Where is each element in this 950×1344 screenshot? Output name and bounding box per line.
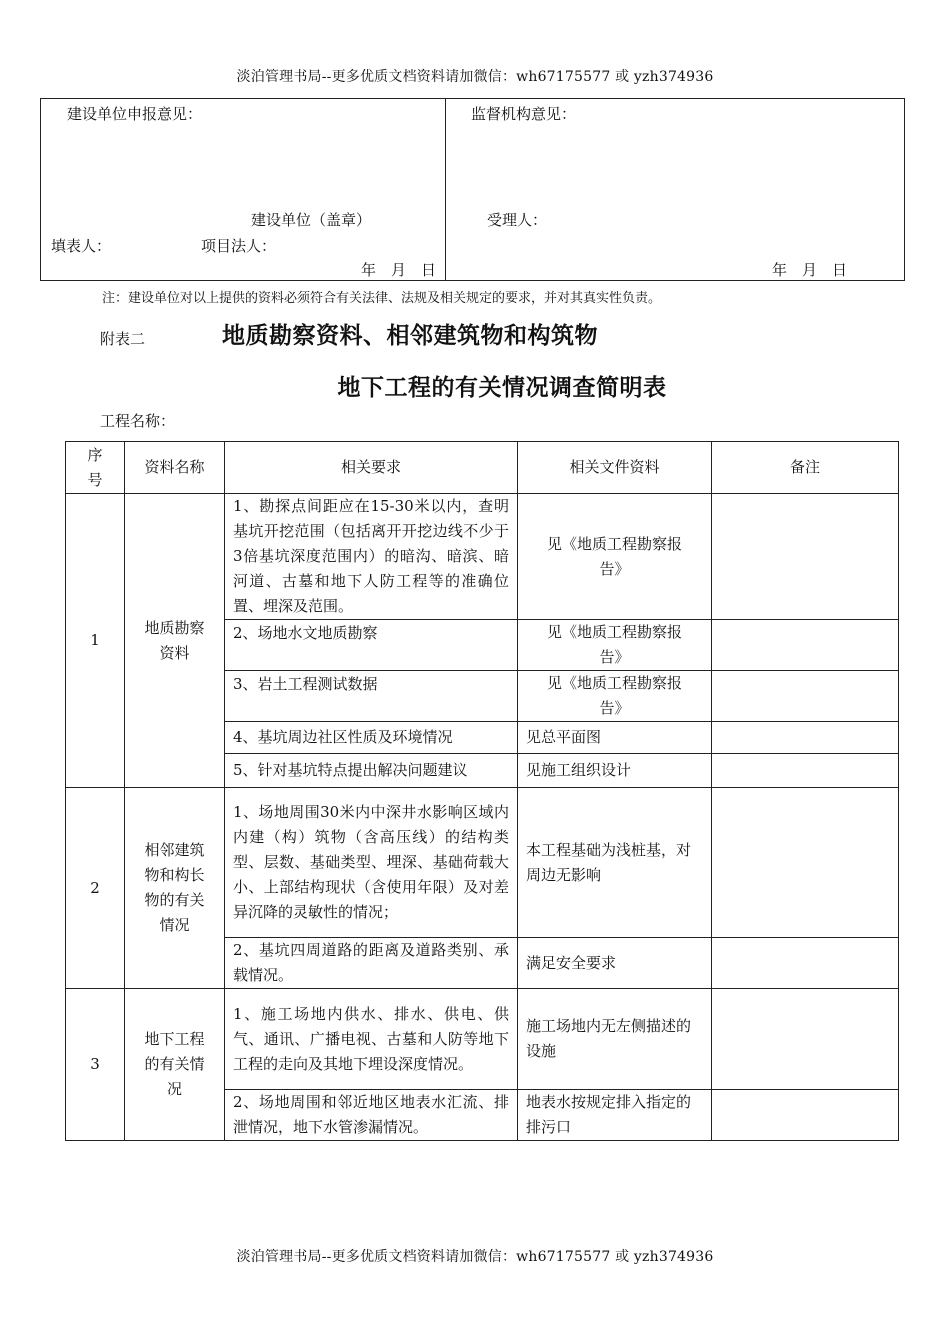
developer-seal-label: 建设单位（盖章） xyxy=(251,211,372,229)
header-requirements: 相关要求 xyxy=(225,442,518,494)
table-title-line2: 地下工程的有关情况调查简明表 xyxy=(337,375,667,401)
group-material-name: 地质勘察资料 xyxy=(125,494,225,788)
opinion-box xyxy=(40,98,905,281)
document-cell: 本工程基础为浅桩基，对周边无影响 xyxy=(518,788,712,938)
document-cell: 见《地质工程勘察报告》 xyxy=(518,494,712,620)
table-title-line1: 地质勘察资料、相邻建筑物和构筑物 xyxy=(222,323,598,349)
requirement-cell: 2、场地水文地质勘察 xyxy=(225,620,518,671)
remark-cell xyxy=(712,494,899,620)
header-documents: 相关文件资料 xyxy=(518,442,712,494)
opinion-divider xyxy=(445,99,446,280)
filler-label: 填表人： xyxy=(51,237,112,255)
header-serial-no: 序号 xyxy=(66,442,125,494)
project-name-label: 工程名称： xyxy=(100,412,176,430)
document-cell: 见施工组织设计 xyxy=(518,754,712,788)
document-cell: 施工场地内无左侧描述的设施 xyxy=(518,989,712,1090)
remark-cell xyxy=(712,788,899,938)
group-material-name: 相邻建筑物和构长物的有关情况 xyxy=(125,788,225,989)
remark-cell xyxy=(712,989,899,1090)
table-header-row xyxy=(66,442,899,494)
supervisor-opinion-title: 监督机构意见： xyxy=(471,105,577,123)
requirement-cell: 1、施工场地内供水、排水、供电、供气、通讯、广播电视、古墓和人防等地下工程的走向及其地下埋设深度情况。 xyxy=(225,989,518,1090)
survey-table xyxy=(65,441,899,1141)
table-row xyxy=(66,989,899,1090)
group-material-name: 地下工程的有关情况 xyxy=(125,989,225,1141)
page-footer-text: 淡泊管理书局--更多优质文档资料请加微信：wh67175577 或 yzh374936 xyxy=(236,1249,714,1265)
developer-date-label: 年 月 日 xyxy=(361,261,437,279)
group-serial-no: 2 xyxy=(66,788,125,989)
header-material-name: 资料名称 xyxy=(125,442,225,494)
remark-cell xyxy=(712,722,899,754)
document-cell: 见《地质工程勘察报告》 xyxy=(518,620,712,671)
group-serial-no: 1 xyxy=(66,494,125,788)
header-remarks: 备注 xyxy=(712,442,899,494)
requirement-cell: 2、场地周围和邻近地区地表水汇流、排泄情况，地下水管渗漏情况。 xyxy=(225,1090,518,1141)
disclaimer-note: 注：建设单位对以上提供的资料必须符合有关法律、法规及相关规定的要求，并对其真实性负责。 xyxy=(102,291,662,306)
document-cell: 见总平面图 xyxy=(518,722,712,754)
remark-cell xyxy=(712,754,899,788)
requirement-cell: 5、针对基坑特点提出解决问题建议 xyxy=(225,754,518,788)
receiver-label: 受理人： xyxy=(487,211,548,229)
remark-cell xyxy=(712,938,899,989)
remark-cell xyxy=(712,671,899,722)
requirement-cell: 3、岩土工程测试数据 xyxy=(225,671,518,722)
requirement-cell: 2、基坑四周道路的距离及道路类别、承载情况。 xyxy=(225,938,518,989)
requirement-cell: 1、场地周围30米内中深井水影响区域内内建（构）筑物（含高压线）的结构类型、层数、基础类型、埋深、基础荷载大小、上部结构现状（含使用年限）及对差异沉降的灵敏性的情况； xyxy=(225,788,518,938)
document-cell: 地表水按规定排入指定的排污口 xyxy=(518,1090,712,1141)
document-cell: 见《地质工程勘察报告》 xyxy=(518,671,712,722)
supervisor-date-label: 年 月 日 xyxy=(772,261,848,279)
legal-person-label: 项目法人： xyxy=(201,237,277,255)
requirement-cell: 4、基坑周边社区性质及环境情况 xyxy=(225,722,518,754)
table-row xyxy=(66,788,899,938)
document-cell: 满足安全要求 xyxy=(518,938,712,989)
requirement-cell: 1、勘探点间距应在15-30米以内，查明基坑开挖范围（包括离开开挖边线不少于3倍基坑深度范围内）的暗沟、暗滨、暗河道、古墓和地下人防工程等的准确位置、埋深及范围。 xyxy=(225,494,518,620)
page-header-text: 淡泊管理书局--更多优质文档资料请加微信：wh67175577 或 yzh374936 xyxy=(236,69,714,85)
table-row xyxy=(66,494,899,620)
appendix-label: 附表二 xyxy=(100,330,146,348)
group-serial-no: 3 xyxy=(66,989,125,1141)
developer-opinion-title: 建设单位申报意见： xyxy=(67,105,203,123)
remark-cell xyxy=(712,1090,899,1141)
remark-cell xyxy=(712,620,899,671)
